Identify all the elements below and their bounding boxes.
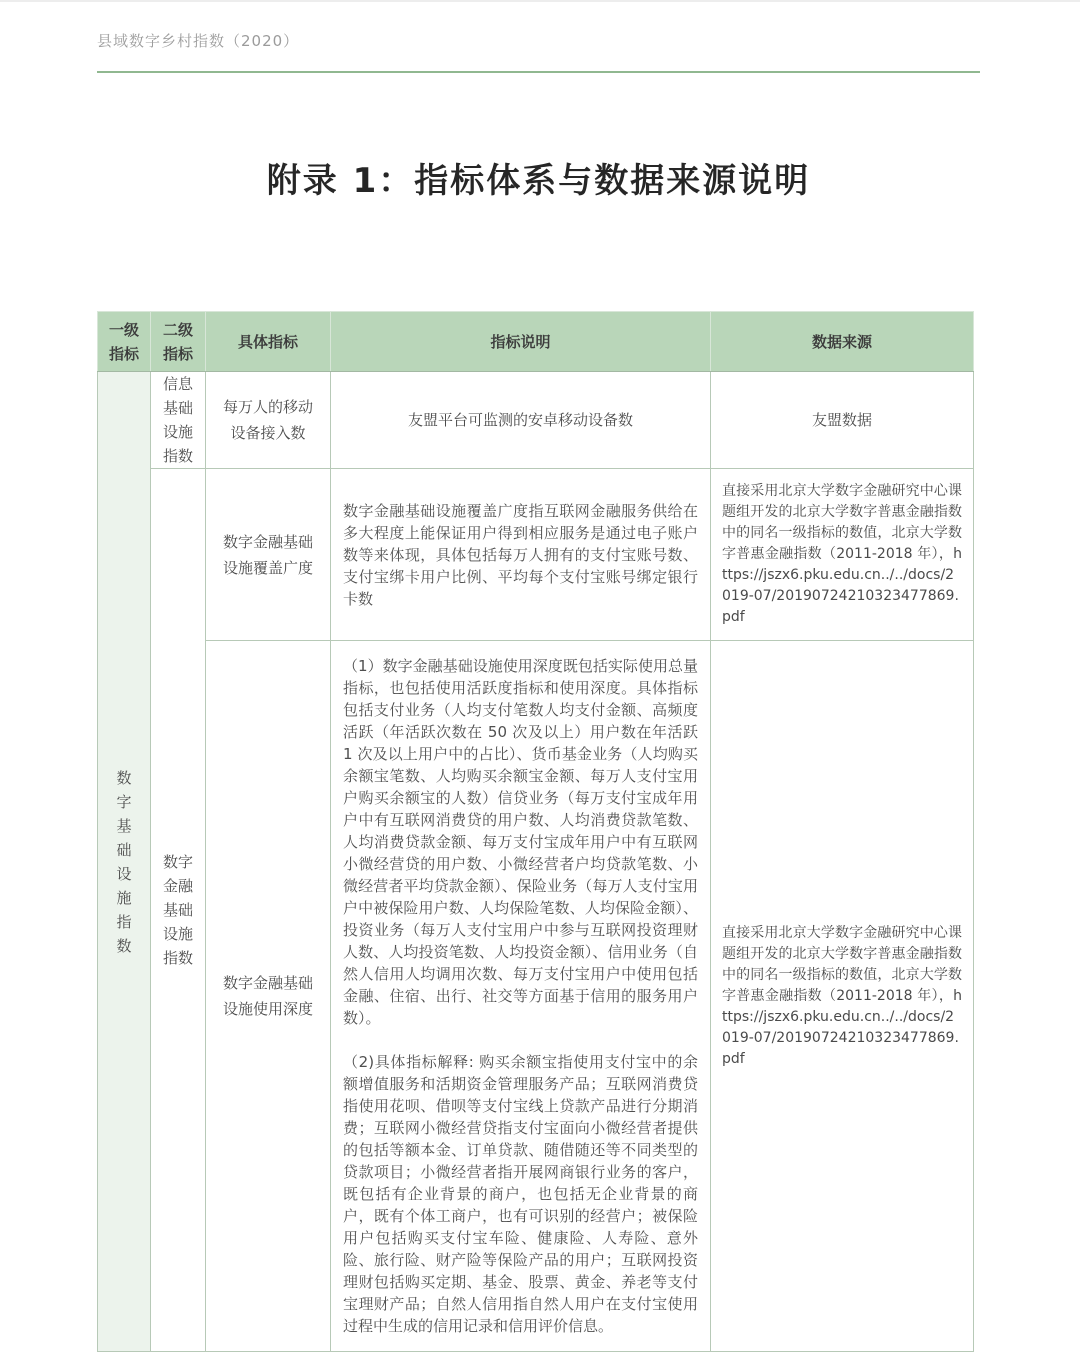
table-row — [98, 372, 974, 469]
table-row — [98, 469, 974, 641]
usage-depth-paragraph-2: （2)具体指标解释: 购买余额宝指使用支付宝中的余额增值服务和活期资金管理服务产品；互联网消费贷指使用花呗、借呗等支付宝线上贷款产品进行分期消费；互联网小微经营贷指支付宝面向小微经营者提供的包括等额本金、订单贷款、随借随还等不同类型的贷款项目；小微经营者指开展网商银行业务的客户，既包括有企业背景的商户，也包括无企业背景的商户，既有个体工商户，也有可识别的经营户；被保险用户包括购买支付宝车险、健康险、人寿险、意外险、旅行险、财产险等保险产品的用户；互联网投资理财包括购买定期、基金、股票、黄金、养老等支付宝理财产品；自然人信用指自然人用户在支付宝使用过程中生成的信用记录和信用评价信息。 — [343, 1053, 698, 1335]
page-title: 附录 1：指标体系与数据来源说明 — [266, 161, 811, 201]
col-header-indicator: 具体指标 — [206, 312, 331, 372]
col-header-level2-label: 二级指标 — [162, 320, 193, 363]
description-cell-mobile-devices: 友盟平台可监测的安卓移动设备数 — [331, 372, 711, 469]
indicator-cell-usage-depth: 数字金融基础设施使用深度 — [206, 641, 331, 1352]
col-header-description: 指标说明 — [331, 312, 711, 372]
table-row — [98, 641, 974, 1352]
table-header-row — [98, 312, 974, 372]
indicator-table — [97, 311, 974, 1352]
usage-depth-paragraph-1: （1）数字金融基础设施使用深度既包括实际使用总量指标，也包括使用活跃度指标和使用深度。具体指标包括支付业务（人均支付笔数人均支付金额、高频度活跃（年活跃次数在 50 次及以上）用户数在年活跃 1 次及以上用户中的占比）、货币基金业务（人均购买余额宝笔数、人均购买余额宝金额、每万人支付宝用户购买余额宝的人数）信贷业务（每万支付宝成年用户中有互联网消费贷的用户数、人均消费贷款笔数、人均消费贷款金额、每万支付宝成年用户中有互联网小微经营贷的用户数、小微经营者户均贷款笔数、小微经营者平均贷款金额）、保险业务（每万人支付宝用户中被保险用户数、人均保险笔数、人均保险金额）、投资业务（每万人支付宝用户中参与互联网投资理财人数、人均投资笔数、人均投资金额）、信用业务（自然人信用人均调用次数、每万支付宝用户中使用包括金融、住宿、出行、社交等方面基于信用的服务用户数）。 — [343, 657, 698, 1027]
level2-digital-finance-label: 数字金融基础设施指数 — [162, 853, 193, 967]
source-cell-pku-index-2: 直接采用北京大学数字金融研究中心课题组开发的北京大学数字普惠金融指数中的同名一级指标的数值，北京大学数字普惠金融指数（2011-2018 年），https://jszx6.pku.edu.cn../../docs/2019-07/20190724210323477869.pdf — [711, 641, 974, 1352]
description-coverage-breadth-text: 数字金融基础设施覆盖广度指互联网金融服务供给在多大程度上能保证用户得到相应服务是通过电子账户数等来体现，具体包括每万人拥有的支付宝账号数、支付宝绑卡用户比例、平均每个支付宝账号绑定银行卡数 — [343, 501, 698, 608]
col-header-source: 数据来源 — [711, 312, 974, 372]
col-header-level1 — [98, 312, 151, 372]
level2-cell-digital-finance — [151, 469, 206, 1352]
indicator-cell-mobile-devices: 每万人的移动设备接入数 — [206, 372, 331, 469]
header-rule — [97, 71, 980, 73]
source-cell-pku-index-1: 直接采用北京大学数字金融研究中心课题组开发的北京大学数字普惠金融指数中的同名一级指标的数值，北京大学数字普惠金融指数（2011-2018 年），https://jszx6.pku.edu.cn../../docs/2019-07/20190724210323477869.pdf — [711, 469, 974, 641]
description-cell-coverage-breadth — [331, 469, 711, 641]
level2-info-infrastructure-label: 信息基础设施指数 — [162, 375, 193, 465]
running-header: 县域数字乡村指数（2020） — [97, 32, 300, 50]
level1-indicator-label: 数字基础设施指数 — [116, 768, 132, 955]
level2-cell-info-infrastructure — [151, 372, 206, 469]
document-page — [97, 2, 980, 1352]
col-header-level1-label: 一级指标 — [108, 320, 139, 363]
col-header-level2 — [151, 312, 206, 372]
source-cell-youmeng: 友盟数据 — [711, 372, 974, 469]
level1-indicator-cell — [98, 372, 151, 1352]
description-cell-usage-depth — [331, 641, 711, 1352]
indicator-cell-coverage-breadth: 数字金融基础设施覆盖广度 — [206, 469, 331, 641]
